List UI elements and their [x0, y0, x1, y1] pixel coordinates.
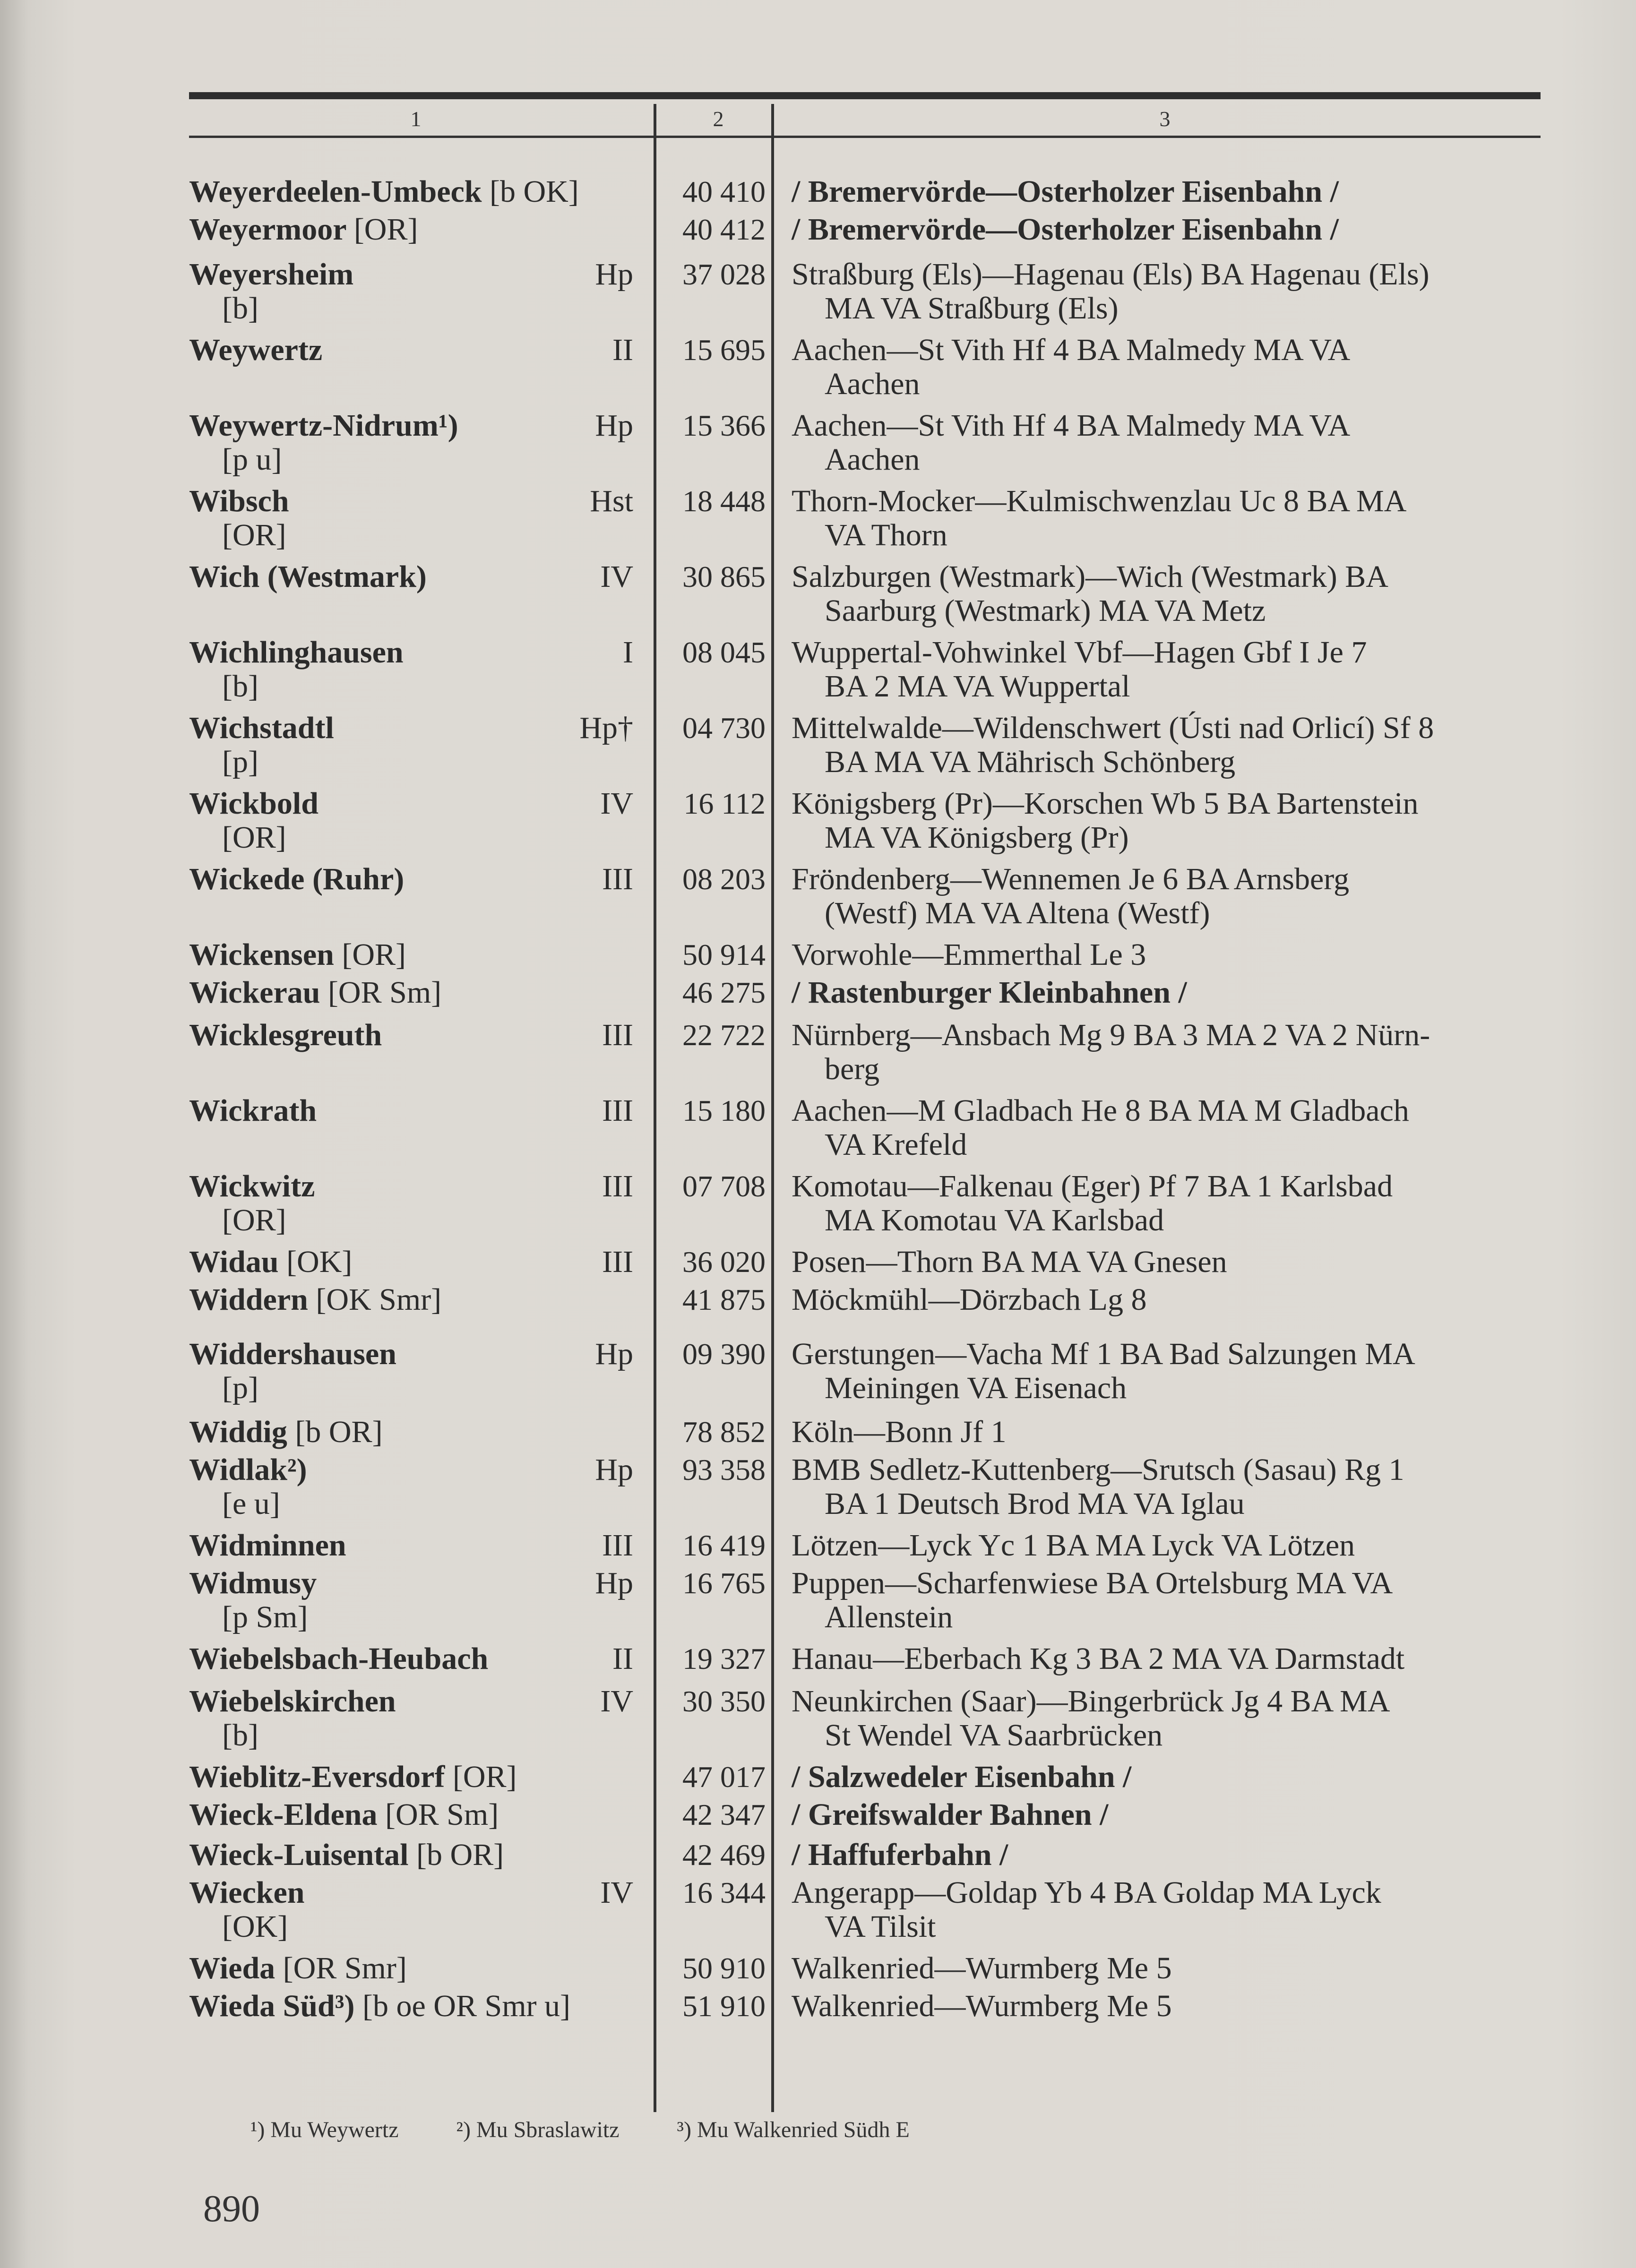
station-name: [189, 213, 624, 247]
station-subnote: [OR]: [222, 820, 286, 855]
column-header-2: 2: [713, 107, 724, 131]
table-row: [189, 1337, 1541, 1408]
column-header-1: 1: [410, 107, 422, 131]
table-row: [189, 1684, 1541, 1755]
table-row: [189, 1094, 1541, 1165]
station-name: [189, 976, 624, 1010]
station-subnote: [OR]: [222, 518, 286, 552]
station-subnote: [b]: [222, 1718, 258, 1753]
station-class: II: [612, 333, 633, 367]
station-class: III: [602, 1169, 633, 1203]
route-line-1: Gerstungen—Vacha Mf 1 BA Bad Salzungen MA: [792, 1337, 1415, 1371]
station-name-text: Widdig: [189, 1415, 287, 1449]
station-name-text: Wiebelskirchen: [189, 1684, 396, 1718]
route-description: [792, 1566, 1538, 1634]
table-row: [189, 1018, 1541, 1089]
station-name: [189, 1245, 624, 1279]
station-name-text: Widau: [189, 1245, 279, 1279]
route-description: [792, 1415, 1538, 1449]
station-subnote: [OR]: [222, 1203, 286, 1237]
station-name: [189, 1838, 624, 1872]
station-number: 36 020: [682, 1245, 766, 1279]
route-line-1: Lötzen—Lyck Yc 1 BA MA Lyck VA Lötzen: [792, 1528, 1355, 1563]
station-name-text: Wickensen: [189, 937, 334, 972]
footnotes: [250, 2117, 962, 2143]
route-line-1: Königsberg (Pr)—Korschen Wb 5 BA Bartenstein: [792, 786, 1419, 821]
route-description: [792, 1018, 1538, 1086]
route-line-1: Nürnberg—Ansbach Mg 9 BA 3 MA 2 VA 2 Nürn-: [792, 1018, 1430, 1052]
table-row: [189, 1566, 1541, 1637]
station-number: 50 910: [682, 1951, 766, 1985]
route-line-1: Mittelwalde—Wildenschwert (Ústi nad Orlicí) Sf 8: [792, 711, 1434, 745]
route-description: [792, 636, 1538, 704]
route-line-1: Fröndenberg—Wennemen Je 6 BA Arnsberg: [792, 862, 1350, 896]
route-line-1: Thorn-Mocker—Kulmischwenzlau Uc 8 BA MA: [792, 484, 1407, 518]
station-name: [189, 333, 624, 367]
table-row: [189, 862, 1541, 933]
station-name: [189, 1951, 624, 1985]
station-name-text: Wibsch: [189, 484, 289, 518]
station-subnote: [p Sm]: [222, 1600, 308, 1634]
station-class: Hst: [590, 484, 633, 518]
route-description: [792, 409, 1538, 477]
station-number: 15 366: [682, 409, 766, 442]
station-name-text: Widdershausen: [189, 1337, 396, 1371]
route-description: [792, 213, 1538, 247]
station-name: [189, 409, 624, 443]
station-name: [189, 1415, 624, 1449]
station-name: [189, 1018, 624, 1052]
station-note: [OK]: [286, 1245, 353, 1279]
route-line-2: BA 1 Deutsch Brod MA VA Iglau: [825, 1486, 1245, 1521]
route-line-1: Aachen—St Vith Hf 4 BA Malmedy MA VA: [792, 333, 1351, 367]
station-name-text: Widdern: [189, 1282, 308, 1317]
station-note: [b OR]: [416, 1838, 504, 1872]
station-subnote: [p]: [222, 745, 258, 779]
station-name: [189, 1283, 624, 1317]
footnote-3: ³) Mu Walkenried Südh E: [677, 2117, 910, 2142]
station-class: Hp: [595, 257, 633, 292]
route-description: [792, 1453, 1538, 1521]
station-class: Hp†: [579, 711, 633, 745]
footnote-1: ¹) Mu Weywertz: [250, 2117, 399, 2142]
station-number: 15 695: [682, 333, 766, 367]
table-row: [189, 409, 1541, 480]
route-line-1: / Greifswalder Bahnen /: [792, 1797, 1109, 1832]
route-description: [792, 1951, 1538, 1985]
route-line-1: Neunkirchen (Saar)—Bingerbrück Jg 4 BA MA: [792, 1684, 1390, 1718]
route-line-1: Hanau—Eberbach Kg 3 BA 2 MA VA Darmstadt: [792, 1641, 1405, 1676]
station-note: [OR]: [353, 212, 418, 247]
route-line-2: MA VA Königsberg (Pr): [825, 820, 1129, 855]
station-number: 16 419: [682, 1529, 766, 1562]
route-description: [792, 1283, 1538, 1317]
station-name-text: Wieck-Eldena: [189, 1797, 378, 1832]
station-name-text: Widmusy: [189, 1566, 317, 1600]
route-description: [792, 1337, 1538, 1405]
station-number: 08 045: [682, 636, 766, 669]
route-line-2: Meiningen VA Eisenach: [825, 1371, 1127, 1405]
station-class: IV: [600, 1684, 633, 1718]
station-number: 50 914: [682, 938, 766, 971]
station-name: [189, 1094, 624, 1128]
route-line-1: / Salzwedeler Eisenbahn /: [792, 1760, 1132, 1794]
station-number: 22 722: [682, 1018, 766, 1052]
route-line-2: MA Komotau VA Karlsbad: [825, 1203, 1164, 1237]
station-class: Hp: [595, 408, 633, 443]
table-row: [189, 787, 1541, 858]
route-description: [792, 976, 1538, 1010]
table-row: [189, 1169, 1541, 1240]
station-note: [OR Sm]: [327, 975, 442, 1010]
station-number: 37 028: [682, 258, 766, 291]
station-name: [189, 1642, 624, 1676]
route-line-1: Walkenried—Wurmberg Me 5: [792, 1989, 1172, 2023]
station-name-text: Wiecken: [189, 1875, 305, 1910]
station-name-text: Weyermoor: [189, 212, 346, 247]
route-line-1: Salzburgen (Westmark)—Wich (Westmark) BA: [792, 559, 1388, 594]
table-row: [189, 636, 1541, 706]
station-name: [189, 560, 624, 594]
station-name-text: Wickede (Ruhr): [189, 862, 405, 896]
station-number: 47 017: [682, 1760, 766, 1794]
station-class: III: [602, 1018, 633, 1052]
station-class: IV: [600, 786, 633, 821]
station-number: 08 203: [682, 862, 766, 896]
station-note: [OR]: [342, 937, 406, 972]
station-name: [189, 1453, 624, 1487]
station-name-text: Weyerdeelen-Umbeck: [189, 174, 482, 209]
station-number: 30 865: [682, 560, 766, 593]
station-class: IV: [600, 1875, 633, 1910]
route-description: [792, 560, 1538, 628]
station-class: IV: [600, 559, 633, 594]
table-row: [189, 333, 1541, 404]
route-description: [792, 333, 1538, 401]
station-note: [b oe OR Smr u]: [362, 1989, 570, 2023]
column-header-3: 3: [1159, 107, 1171, 131]
station-number: 16 344: [682, 1876, 766, 1909]
station-number: 16 112: [683, 787, 766, 820]
route-line-1: Möckmühl—Dörzbach Lg 8: [792, 1282, 1147, 1317]
station-name-text: Wieblitz-Eversdorf: [189, 1760, 445, 1794]
route-line-2: BA MA VA Mährisch Schönberg: [825, 745, 1236, 779]
route-description: [792, 1684, 1538, 1753]
station-name: [189, 1566, 624, 1600]
route-line-2: Aachen: [825, 367, 920, 401]
table-row: [189, 711, 1541, 782]
station-name: [189, 1760, 624, 1794]
route-description: [792, 1760, 1538, 1794]
route-line-1: Köln—Bonn Jf 1: [792, 1415, 1007, 1449]
route-description: [792, 1642, 1538, 1676]
route-description: [792, 862, 1538, 930]
station-name: [189, 484, 624, 518]
station-number: 18 448: [682, 484, 766, 518]
station-name: [189, 636, 624, 670]
route-line-2: VA Krefeld: [825, 1127, 967, 1162]
station-number: 42 469: [682, 1838, 766, 1872]
route-line-1: Vorwohle—Emmerthal Le 3: [792, 937, 1146, 972]
station-class: I: [623, 635, 633, 670]
route-line-2: VA Thorn: [825, 518, 947, 552]
route-line-2: MA VA Straßburg (Els): [825, 291, 1119, 326]
station-number: 09 390: [682, 1337, 766, 1371]
station-class: Hp: [595, 1337, 633, 1371]
station-subnote: [p u]: [222, 442, 282, 477]
station-name: [189, 1684, 624, 1718]
table-row: [189, 1453, 1541, 1524]
station-name: [189, 862, 624, 896]
route-line-1: / Bremervörde—Osterholzer Eisenbahn /: [792, 174, 1339, 209]
header-rule: [189, 136, 1541, 138]
station-class: Hp: [595, 1452, 633, 1487]
station-name-text: Wieda: [189, 1951, 276, 1985]
station-subnote: [p]: [222, 1371, 258, 1405]
station-class: III: [602, 1093, 633, 1128]
station-name-text: Wickwitz: [189, 1169, 315, 1203]
route-description: [792, 787, 1538, 855]
route-description: [792, 484, 1538, 552]
route-line-2: (Westf) MA VA Altena (Westf): [825, 896, 1210, 930]
route-description: [792, 1245, 1538, 1279]
route-line-2: berg: [825, 1052, 880, 1086]
route-description: [792, 1094, 1538, 1162]
station-name: [189, 1529, 624, 1563]
station-class: II: [612, 1641, 633, 1676]
station-name-text: Wich (Westmark): [189, 559, 427, 594]
route-line-1: BMB Sedletz-Kuttenberg—Srutsch (Sasau) Rg 1: [792, 1452, 1404, 1487]
route-description: [792, 711, 1538, 779]
station-number: 40 410: [682, 175, 766, 208]
station-note: [OK Smr]: [316, 1282, 442, 1317]
station-name-text: Weywertz: [189, 333, 323, 367]
station-number: 42 347: [682, 1798, 766, 1831]
station-note: [b OK]: [490, 174, 579, 209]
route-line-2: VA Tilsit: [825, 1909, 936, 1944]
station-name-text: Wicklesgreuth: [189, 1018, 382, 1052]
route-line-1: Komotau—Falkenau (Eger) Pf 7 BA 1 Karlsbad: [792, 1169, 1393, 1203]
station-subnote: [b]: [222, 291, 258, 326]
route-line-1: / Haffuferbahn /: [792, 1838, 1008, 1872]
table-row: [189, 1876, 1541, 1947]
station-name: [189, 1798, 624, 1832]
route-line-1: Straßburg (Els)—Hagenau (Els) BA Hagenau (Els): [792, 257, 1429, 292]
route-line-2: Aachen: [825, 442, 920, 477]
footnote-2: ²) Mu Sbraslawitz: [456, 2117, 620, 2142]
route-line-1: Puppen—Scharfenwiese BA Ortelsburg MA VA: [792, 1566, 1393, 1600]
station-name: [189, 711, 624, 745]
station-name-text: Wickbold: [189, 786, 319, 821]
station-number: 15 180: [682, 1094, 766, 1127]
station-subnote: [OK]: [222, 1909, 288, 1944]
table-row: [189, 560, 1541, 631]
route-line-1: Wuppertal-Vohwinkel Vbf—Hagen Gbf I Je 7: [792, 635, 1367, 670]
station-name-text: Wichlinghausen: [189, 635, 404, 670]
table-row: [189, 1989, 1541, 2060]
station-number: 51 910: [682, 1989, 766, 2023]
station-number: 04 730: [682, 711, 766, 745]
station-name: [189, 938, 624, 972]
route-description: [792, 175, 1538, 209]
route-line-1: Aachen—St Vith Hf 4 BA Malmedy MA VA: [792, 408, 1351, 443]
station-name-text: Widminnen: [189, 1528, 346, 1563]
route-line-1: Walkenried—Wurmberg Me 5: [792, 1951, 1172, 1985]
route-line-1: / Rastenburger Kleinbahnen /: [792, 975, 1187, 1010]
route-line-1: Aachen—M Gladbach He 8 BA MA M Gladbach: [792, 1093, 1409, 1128]
route-line-2: Saarburg (Westmark) MA VA Metz: [825, 593, 1266, 628]
route-description: [792, 1876, 1538, 1944]
station-name-text: Widlak²): [189, 1452, 307, 1487]
station-number: 78 852: [682, 1415, 766, 1449]
station-name: [189, 258, 624, 292]
station-class: Hp: [595, 1566, 633, 1600]
station-number: 16 765: [682, 1566, 766, 1600]
station-name-text: Wichstadtl: [189, 711, 334, 745]
route-line-2: BA 2 MA VA Wuppertal: [825, 669, 1130, 704]
station-name: [189, 175, 624, 209]
station-number: 30 350: [682, 1684, 766, 1718]
station-name: [189, 1989, 624, 2023]
route-description: [792, 1838, 1538, 1872]
station-name-text: Wiebelsbach-Heubach: [189, 1641, 489, 1676]
station-note: [OR]: [452, 1760, 517, 1794]
station-name: [189, 1876, 624, 1910]
route-description: [792, 1529, 1538, 1563]
route-line-1: / Bremervörde—Osterholzer Eisenbahn /: [792, 212, 1339, 247]
station-number: 40 412: [682, 213, 766, 246]
station-subnote: [b]: [222, 669, 258, 704]
route-description: [792, 1169, 1538, 1237]
station-number: 93 358: [682, 1453, 766, 1486]
route-description: [792, 1989, 1538, 2023]
station-name: [189, 1169, 624, 1203]
station-name: [189, 787, 624, 821]
station-name: [189, 1337, 624, 1371]
station-number: 41 875: [682, 1283, 766, 1316]
route-line-1: Angerapp—Goldap Yb 4 BA Goldap MA Lyck: [792, 1875, 1381, 1910]
top-rule: [189, 92, 1541, 99]
table-row: [189, 258, 1541, 328]
route-line-1: Posen—Thorn BA MA VA Gnesen: [792, 1245, 1227, 1279]
page-number: 890: [203, 2188, 260, 2230]
station-name-text: Weyersheim: [189, 257, 354, 292]
station-number: 46 275: [682, 976, 766, 1009]
station-name-text: Weywertz-Nidrum¹): [189, 408, 458, 443]
route-description: [792, 938, 1538, 972]
station-class: III: [602, 862, 633, 896]
route-description: [792, 1798, 1538, 1832]
station-subnote: [e u]: [222, 1486, 280, 1521]
station-class: III: [602, 1245, 633, 1279]
station-name-text: Wickerau: [189, 975, 320, 1010]
route-description: [792, 258, 1538, 326]
station-number: 19 327: [682, 1642, 766, 1675]
station-name-text: Wickrath: [189, 1093, 317, 1128]
station-number: 07 708: [682, 1169, 766, 1203]
station-name-text: Wieda Süd³): [189, 1989, 355, 2023]
station-note: [b OR]: [295, 1415, 383, 1449]
table-row: [189, 484, 1541, 555]
route-line-2: Allenstein: [825, 1600, 953, 1634]
station-note: [OR Sm]: [385, 1797, 499, 1832]
station-name-text: Wieck-Luisental: [189, 1838, 409, 1872]
station-class: III: [602, 1528, 633, 1563]
station-note: [OR Smr]: [283, 1951, 407, 1985]
route-line-2: St Wendel VA Saarbrücken: [825, 1718, 1163, 1753]
